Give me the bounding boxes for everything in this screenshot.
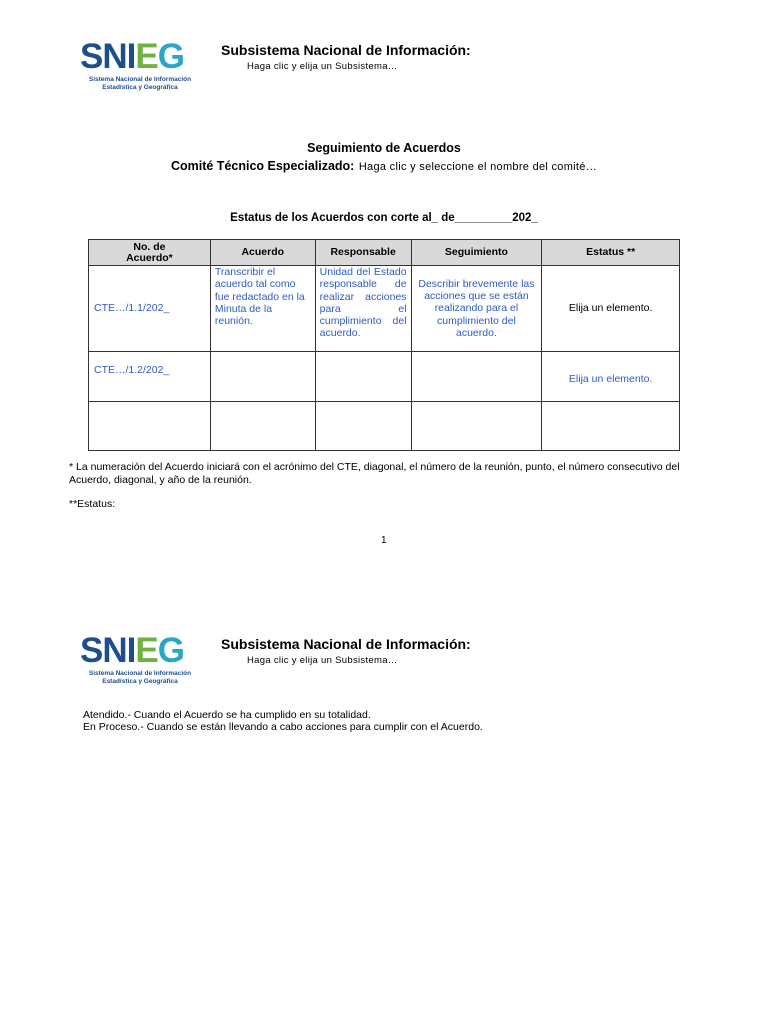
col-header-agreement: Acuerdo: [210, 240, 315, 266]
agreement-text-cell[interactable]: [210, 352, 315, 402]
subsystem-selector[interactable]: Haga clic y elija un Subsistema…: [247, 61, 398, 72]
responsible-cell[interactable]: [315, 352, 411, 402]
snieg-logo: [80, 632, 200, 692]
status-dropdown[interactable]: [542, 402, 680, 451]
committee-label: Comité Técnico Especializado:: [170, 159, 355, 173]
col-header-number: No. de Acuerdo*: [89, 240, 211, 266]
footnote: * La numeración del Acuerdo iniciará con el acrónimo del CTE, diagonal, el número de la reunión, punto, el número consecutivo del Acuerdo, diagonal, y año de la reunión.: [69, 461, 680, 486]
header-title: Subsistema Nacional de Información:: [221, 636, 471, 652]
committee-selector[interactable]: Haga clic y seleccione el nombre del comité…: [358, 161, 598, 173]
status-dropdown[interactable]: Elija un elemento.: [542, 266, 680, 352]
status-dropdown[interactable]: Elija un elemento.: [542, 352, 680, 402]
logo-subtitle: Sistema Nacional de Información Estadística y Geográfica: [88, 670, 192, 685]
table-row: [89, 402, 680, 451]
header-title: Subsistema Nacional de Información:: [221, 42, 471, 58]
agreement-text-cell[interactable]: Transcribir el acuerdo tal como fue redactado en la Minuta de la reunión.: [210, 266, 315, 352]
status-attended: Atendido.- Cuando el Acuerdo se ha cumplido en su totalidad.: [83, 709, 371, 721]
responsible-cell[interactable]: Unidad del Estado responsable de realizar acciones para el cumplimiento del acuerdo.: [315, 266, 411, 352]
col-header-responsible: Responsable: [315, 240, 411, 266]
subsystem-selector[interactable]: Haga clic y elija un Subsistema…: [247, 655, 398, 666]
agreement-text-cell[interactable]: [210, 402, 315, 451]
table-row: [89, 352, 680, 402]
status-in-process: En Proceso.- Cuando se están llevando a cabo acciones para cumplir con el Acuerdo.: [83, 721, 483, 733]
responsible-cell[interactable]: [315, 402, 411, 451]
agreement-number-cell[interactable]: CTE…/1.2/202_: [89, 352, 211, 402]
followup-cell[interactable]: [411, 352, 542, 402]
committee-line: [0, 157, 768, 175]
document-title: Seguimiento de Acuerdos: [307, 141, 461, 155]
status-heading: Estatus de los Acuerdos con corte al_ de_________202_: [230, 212, 538, 224]
col-header-followup: Seguimiento: [411, 240, 542, 266]
agreement-number-cell[interactable]: CTE…/1.1/202_: [89, 266, 211, 352]
table-header-row: [89, 240, 680, 266]
agreements-table: [88, 239, 680, 451]
status-label: **Estatus:: [69, 498, 116, 510]
logo-wordmark: SNIEG: [80, 37, 184, 76]
col-header-status: Estatus **: [542, 240, 680, 266]
table-row: [89, 266, 680, 352]
logo-wordmark: SNIEG: [80, 631, 184, 670]
followup-cell[interactable]: [411, 402, 542, 451]
agreement-number-cell[interactable]: [89, 402, 211, 451]
logo-subtitle: Sistema Nacional de Información Estadística y Geográfica: [88, 76, 192, 91]
page-number: 1: [381, 535, 387, 546]
snieg-logo: [80, 38, 200, 98]
followup-cell[interactable]: Describir brevemente las acciones que se están realizando para el cumplimiento del acuerdo.: [411, 266, 542, 352]
